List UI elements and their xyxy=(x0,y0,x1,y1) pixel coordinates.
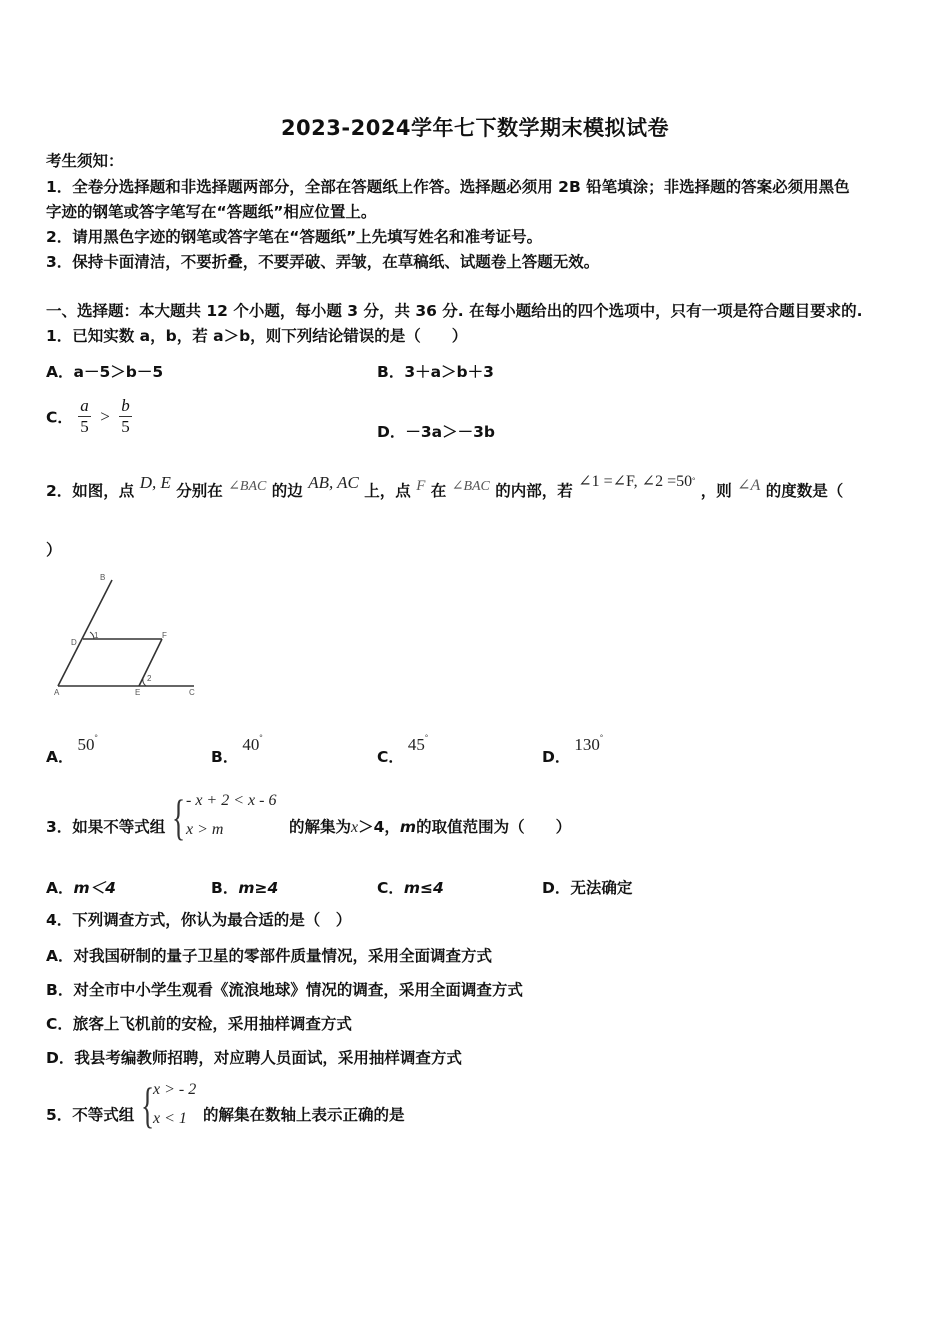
page-title: 2023-2024学年七下数学期末模拟试卷 xyxy=(280,116,670,140)
q2-stem-close: ） xyxy=(46,541,62,559)
label-b: B xyxy=(100,573,106,582)
notice-item-1b: 字迹的钢笔或答字笔写在“答题纸”相应位置上。 xyxy=(46,203,377,221)
q3-option-b[interactable]: B．m≥4 xyxy=(211,879,279,897)
q5-stem-lead: 5．不等式组 xyxy=(46,1106,135,1124)
q3-stem-rest: 的解集为x＞4，m的取值范围为（ ） xyxy=(289,818,572,836)
q2-stem: 2．如图，点 D, E 分别在 ∠BAC 的边 AB, AC 上，点 F 在 ∠BAC 的内部，若 ∠1 =∠F, ∠2 =50° ，则 ∠A 的度数是（ xyxy=(46,473,844,500)
label-2: 2 xyxy=(147,674,152,683)
q1-option-c-frac-a: $\frac{a}{5}$ xyxy=(80,396,89,436)
q3-option-d[interactable]: D．无法确定 xyxy=(542,879,633,897)
q2-points-de: D, E xyxy=(139,473,171,492)
q5-brace: { xyxy=(141,1077,155,1133)
q2-angle-bac-2: ∠BAC xyxy=(451,479,490,494)
label-d: D xyxy=(71,638,77,647)
notice-item-2: 2．请用黑色字迹的钢笔或答字笔在“答题纸”上先填写姓名和准考证号。 xyxy=(46,228,543,246)
q2-condition: ∠1 =∠F, ∠2 =50° xyxy=(578,473,696,490)
q1-option-b[interactable]: B．3＋a＞b＋3 xyxy=(377,363,494,381)
q4-stem: 4．下列调查方式，你认为最合适的是（ ） xyxy=(46,911,352,929)
q4-option-a[interactable]: A．对我国研制的量子卫星的零部件质量情况，采用全面调查方式 xyxy=(46,947,492,965)
label-a: A xyxy=(54,688,60,697)
notice-heading: 考生须知： xyxy=(46,152,124,170)
section-heading: 一、选择题：本大题共 12 个小题，每小题 3 分，共 36 分. 在每小题给出的四个选项中，只有一项是符合题目要求的. xyxy=(46,302,863,320)
q2-option-b[interactable]: B．40° xyxy=(211,733,263,766)
q3-row-2: x > m xyxy=(186,821,224,838)
q1-option-c-frac-b: $\frac{b}{5}$ xyxy=(121,396,130,436)
q1-option-c[interactable] xyxy=(46,396,132,437)
q1-option-d[interactable]: D．－3a＞－3b xyxy=(377,423,495,441)
line-ab xyxy=(58,580,112,686)
q3-option-c[interactable]: C．m≤4 xyxy=(377,879,444,897)
q1-option-c-label: C． xyxy=(46,408,73,427)
q2-option-a[interactable]: A．50° xyxy=(46,733,98,766)
q2-sides: AB, AC xyxy=(308,473,359,492)
q3-brace: { xyxy=(172,789,186,845)
q2-angle-a: ∠A xyxy=(737,477,761,494)
q3-option-a[interactable]: A．m＜4 xyxy=(46,879,116,897)
q5-row-2: x < 1 xyxy=(153,1110,187,1127)
q2-option-c[interactable]: C．45° xyxy=(377,733,429,766)
notice-item-1a: 1．全卷分选择题和非选择题两部分，全部在答题纸上作答。选择题必须用 2B 铅笔填涂；非选择题的答案必须用黑色 xyxy=(46,178,850,196)
q1-stem: 1．已知实数 a，b，若 a＞b，则下列结论错误的是（ ） xyxy=(46,327,468,345)
label-c: C xyxy=(189,688,195,697)
label-1: 1 xyxy=(94,631,99,640)
q2-figure xyxy=(46,568,206,703)
q2-option-d[interactable]: D．130° xyxy=(542,733,604,766)
q3-stem-lead: 3．如果不等式组 xyxy=(46,818,166,836)
q1-option-a[interactable]: A．a－5＞b－5 xyxy=(46,363,164,381)
notice-item-3: 3．保持卡面清洁，不要折叠，不要弄破、弄皱，在草稿纸、试题卷上答题无效。 xyxy=(46,253,600,271)
q3-row-1: - x + 2 < x - 6 xyxy=(186,792,277,809)
label-e: E xyxy=(135,688,141,697)
q2-angle-bac: ∠BAC xyxy=(228,479,267,494)
q4-option-d[interactable]: D．我县考编教师招聘，对应聘人员面试，采用抽样调查方式 xyxy=(46,1049,462,1067)
q1-option-c-gt: > xyxy=(100,406,110,426)
q5-stem-rest: 的解集在数轴上表示正确的是 xyxy=(203,1106,405,1124)
label-f: F xyxy=(162,631,167,640)
q4-option-c[interactable]: C．旅客上飞机前的安检，采用抽样调查方式 xyxy=(46,1015,352,1033)
q4-option-b[interactable]: B．对全市中小学生观看《流浪地球》情况的调查，采用全面调查方式 xyxy=(46,981,523,999)
q2-point-f: F xyxy=(416,478,426,494)
q5-row-1: x > - 2 xyxy=(153,1081,197,1098)
